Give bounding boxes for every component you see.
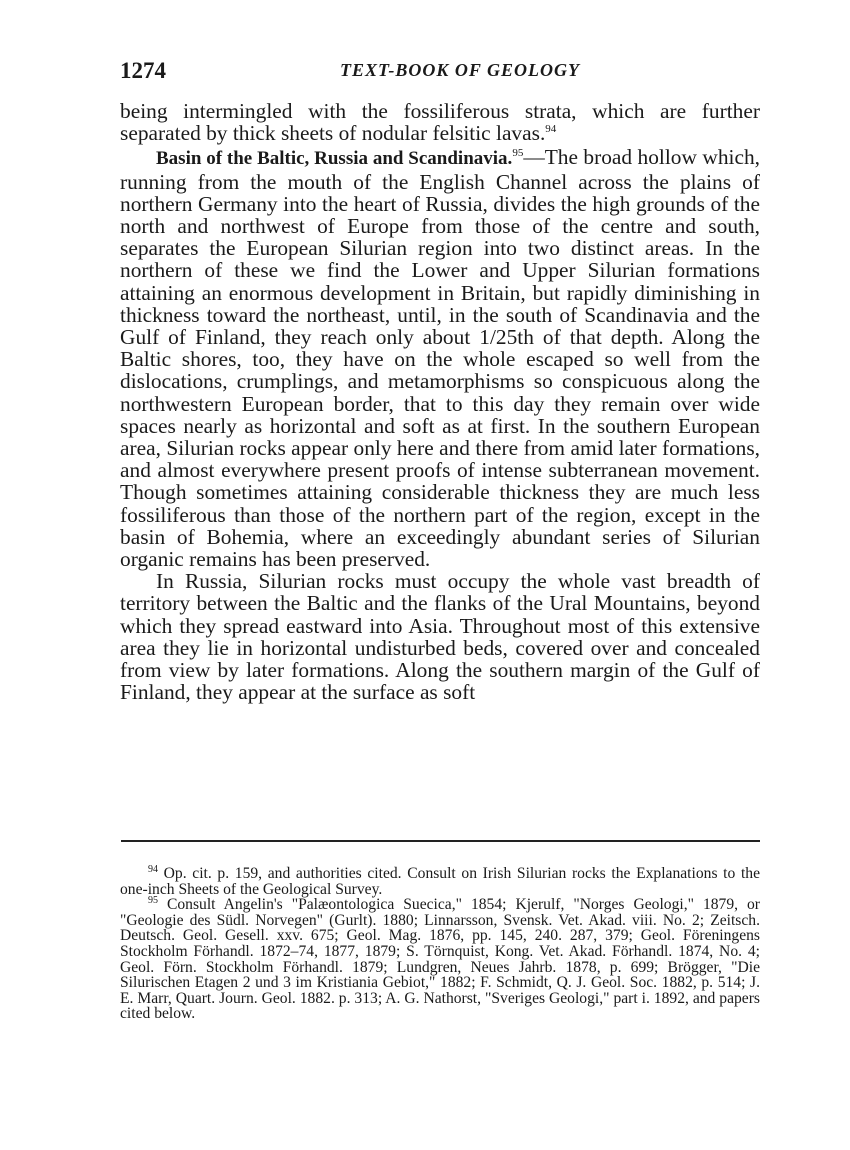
footnote-94 (120, 863, 761, 898)
paragraph-1 (120, 100, 760, 144)
page-number: 1274 (120, 58, 166, 83)
footnote-ref-95: 95 (512, 147, 524, 160)
footnote-ref-94: 94 (545, 123, 557, 136)
running-head: TEXT-BOOK OF GEOLOGY (339, 60, 581, 80)
footnote-text: Consult Angelin's "Palæontologica Suecica," 1854; Kjerulf, "Norges Geologi," 1879, or "Geologie des Südl. Norvegen" (Gurlt). 1880; Linnarsson, Svensk. Vet. Akad. viii. No. 2; Zeitsch. Deutsch. Geol. Gesell. xxv. 675; Geol. Mag. 1876, pp. 145, 240. 287, 379; Geol. Föreningens Stockholm Förhandl. 1872–74, 1877, 1879; S. Törnquist, Kong. Vet. Akad. Förhandl. 1874, No. 4; Geol. Förn. Stockholm Förhandl. 1879; Lundgren, Neues Jahrb. 1878, p. 699; Brögger, "Die Silurischen Etagen 2 und 3 im Kristiania Gebiot," 1882; F. Schmidt, Q. J. Geol. Soc. 1882, p. 514; J. E. Marr, Quart. Journ. Geol. 1882. p. 313; A. G. Nathorst, "Sveriges Geologi," part i. 1892, and papers cited below. (120, 896, 760, 1023)
paragraph-2-text-b: of that depth. Along the Baltic shores, too, they have on the whole escaped so well from the dislocations, crumplings, and metamorphisms so conspicuous along the northwestern European border, that to this day they remain over wide spaces nearly as horizontal and soft as at first. In the southern European area, Silurian rocks appear only here and there from amid later formations, and almost everywhere present proofs of intense subterranean movement. Though sometimes attaining considerable thickness they are much less fossiliferous than those of the northern part of the region, except in the basin of Bohemia, where an exceedingly abundant series of Silurian organic remains has been preserved. (120, 325, 760, 572)
body-text (120, 100, 760, 703)
paragraph-2 (120, 146, 760, 570)
paragraph-3-text: In Russia, Silurian rocks must occupy the whole vast breadth of territory between the Baltic and the flanks of the Ural Mountains, beyond which they spread eastward into Asia. Throughout most of this extensive area they lie in horizontal undisturbed beds, covered over and concealed from view by later formations. Along the southern margin of the Gulf of Finland, they appear at the surface as soft (120, 569, 760, 705)
section-heading: Basin of the Baltic, Russia and Scandinavia. (156, 148, 513, 170)
paragraph-2-text-a: —The broad hollow which, running from the mouth of the English Channel across the plains of northern Germany into the heart of Russia, divides the high grounds of the north and northwest of Europe from those of the centre and south, separates the European Silurian region into two distinct areas. In the northern of these we find the Lower and Upper Silurian formations attaining an enormous development in Britain, but rapidly diminishing in thickness toward the northeast, until, in the south of Scandinavia and the Gulf of Finland, they reach only about (120, 145, 760, 350)
footnote-mark: 95 (148, 895, 158, 906)
paragraph-3 (120, 570, 760, 703)
paragraph-1-text: being intermingled with the fossiliferous strata, which are further separated by thick sheets of nodular felsitic lavas. (120, 99, 760, 146)
footnote-text: Op. cit. p. 159, and authorities cited. Consult on Irish Silurian rocks the Explanations to the one-inch Sheets of the Geological Survey. (120, 865, 761, 898)
footnote-95 (120, 897, 760, 1022)
footnote-mark: 94 (148, 863, 158, 875)
footnote-rule (121, 840, 760, 842)
page-header (120, 58, 760, 88)
fraction: 1/25th (479, 325, 534, 350)
footnotes (120, 863, 761, 1023)
